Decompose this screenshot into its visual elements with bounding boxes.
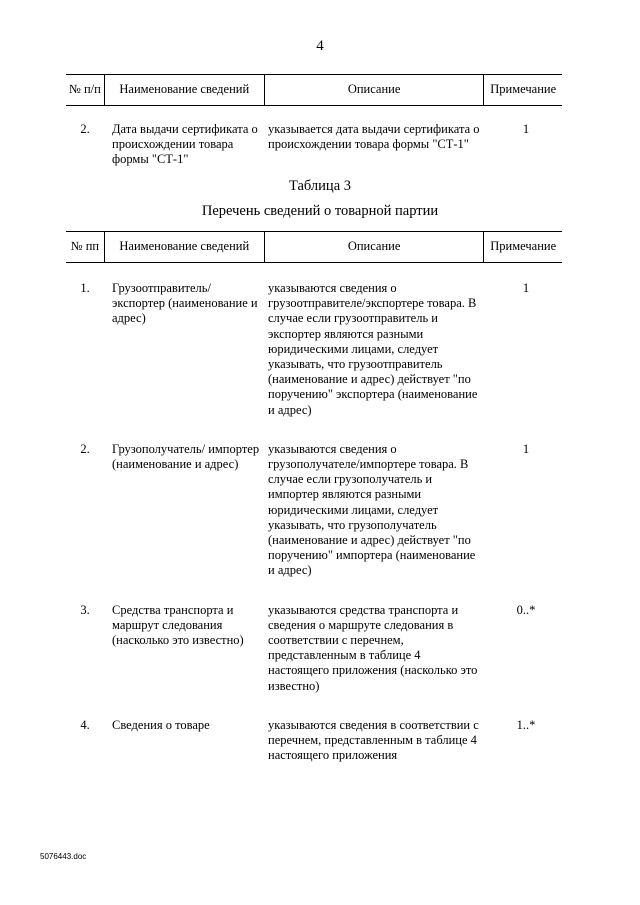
row-number: 2. bbox=[80, 441, 90, 456]
header-name: Наименование сведений bbox=[104, 232, 264, 262]
row-description: указываются сведения о грузоотправителе/экспортере товара. В случае если грузоотправитель и экспортер являются разными юридическими лицами, следует указывать, что грузоотправитель (наименование и адрес) действует "по поручению" экспортера (наименование и адрес) bbox=[268, 281, 478, 417]
table-row bbox=[66, 281, 562, 418]
row-name: Грузополучатель/ импортер (наименование и адрес) bbox=[112, 441, 260, 472]
row-number: 4. bbox=[80, 717, 90, 732]
header-number: № п/п bbox=[68, 82, 101, 97]
header-number: № пп bbox=[70, 239, 100, 254]
footer-filename: 5076443.doc bbox=[40, 852, 87, 861]
table-row bbox=[66, 603, 562, 694]
page-number: 4 bbox=[316, 38, 324, 54]
table-row bbox=[66, 122, 562, 168]
row-number: 3. bbox=[80, 602, 90, 617]
table-header bbox=[66, 74, 562, 106]
row-description: указываются сведения в соответствии с перечнем, представленным в таблице 4 настоящего приложения bbox=[268, 717, 479, 763]
row-description: указывается дата выдачи сертификата о происхождении товара формы "СТ-1" bbox=[268, 122, 480, 152]
table-row bbox=[66, 442, 562, 579]
header-note: Примечание bbox=[483, 232, 562, 262]
header-name: Наименование сведений bbox=[104, 75, 264, 105]
row-name: Сведения о товаре bbox=[112, 717, 210, 732]
table-3 bbox=[66, 231, 562, 763]
table-row bbox=[66, 718, 562, 764]
row-name: Дата выдачи сертификата о происхождении товара формы "СТ-1" bbox=[112, 122, 258, 167]
row-name: Средства транспорта и маршрут следования (насколько это известно) bbox=[112, 602, 244, 648]
table-header bbox=[66, 231, 562, 263]
row-note: 1 bbox=[522, 122, 530, 136]
header-description: Описание bbox=[264, 75, 484, 105]
table-title: Таблица 3 bbox=[288, 178, 351, 194]
row-description: указываются средства транспорта и сведения о маршруте следования в соответствии с перечнем, представленным в таблице 4 настоящего приложения (насколько это известно) bbox=[268, 602, 478, 693]
row-number: 1. bbox=[80, 281, 90, 295]
row-name: Грузоотправитель/ экспортер (наименование и адрес) bbox=[112, 281, 258, 326]
header-note: Примечание bbox=[483, 75, 562, 105]
row-description: указываются сведения о грузополучателе/импортере товара. В случае если грузополучатель и импортер являются разными юридическими лицами, следует указывать, что грузополучатель (наименование и адрес) действует "по поручению" импортера (наименование и адрес) bbox=[268, 441, 476, 578]
header-description: Описание bbox=[264, 232, 484, 262]
row-note: 1 bbox=[522, 281, 530, 295]
row-note: 1 bbox=[522, 441, 530, 456]
row-note: 0..* bbox=[516, 602, 536, 617]
table-continued bbox=[66, 74, 562, 168]
row-number: 2. bbox=[80, 122, 90, 136]
table-subtitle: Перечень сведений о товарной партии bbox=[201, 203, 439, 219]
row-note: 1..* bbox=[516, 717, 536, 732]
